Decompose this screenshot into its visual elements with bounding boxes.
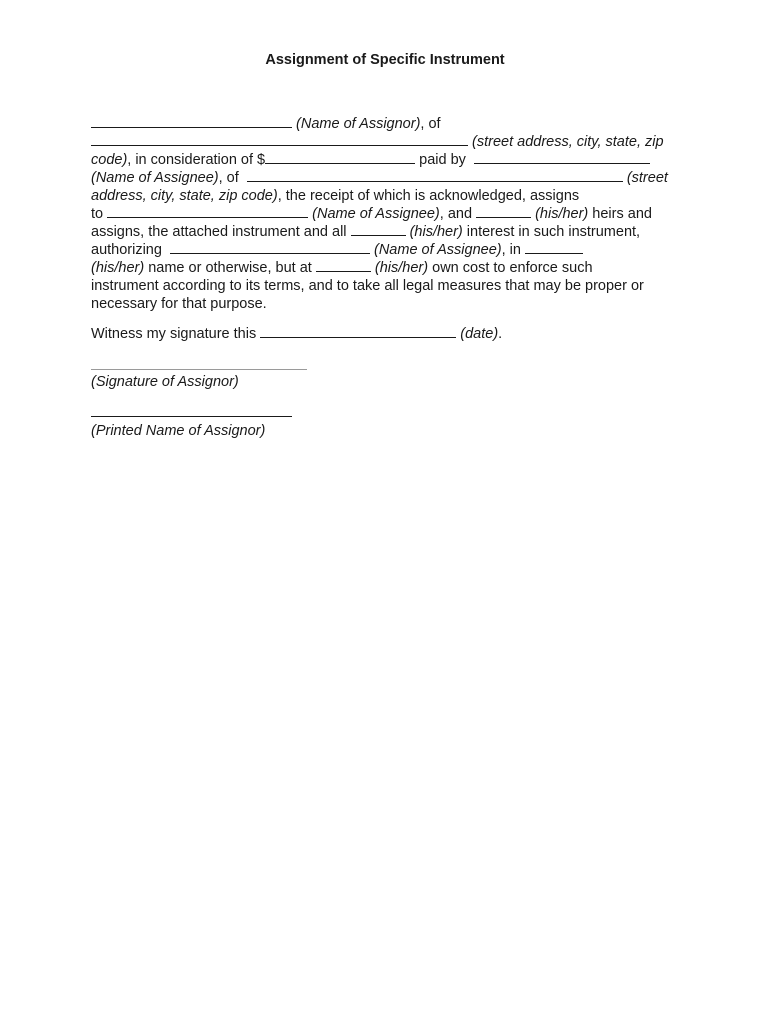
text-segment: assigns, the attached instrument and all: [91, 224, 347, 240]
assignee-name-blank[interactable]: [170, 241, 370, 254]
assignor-address-hint: (street address, city, state, zip: [472, 134, 664, 150]
body-line-5: [91, 187, 579, 205]
assignor-address-hint-cont: code): [91, 152, 128, 168]
text-segment: , the receipt of which is acknowledged, assigns: [277, 188, 580, 204]
text-segment: name or otherwise, but at: [148, 260, 312, 276]
body-line-4: [91, 169, 668, 187]
body-line-7: [91, 223, 640, 241]
text-segment: , of: [218, 170, 239, 186]
text-segment: , in consideration of $: [127, 152, 266, 168]
body-line-1: [91, 115, 441, 133]
text-segment: to: [91, 206, 104, 222]
text-segment: own cost to enforce such: [432, 260, 593, 276]
signature-line[interactable]: [91, 369, 307, 370]
witness-text: Witness my signature this: [91, 326, 257, 342]
assignee-name-blank[interactable]: [107, 205, 308, 218]
body-line-6: [91, 205, 652, 223]
pronoun-blank[interactable]: [525, 241, 583, 254]
pronoun-blank[interactable]: [316, 259, 371, 272]
assignee-name-hint: (Name of Assignee): [91, 170, 219, 186]
document-title: Assignment of Specific Instrument: [265, 52, 505, 68]
body-line-2: [91, 133, 664, 151]
assignee-address-hint-cont: address, city, state, zip code): [91, 188, 278, 204]
consideration-amount-blank[interactable]: [265, 151, 415, 164]
assignee-name-hint: (Name of Assignee): [312, 206, 440, 222]
printed-name-line[interactable]: [91, 416, 292, 417]
text-segment: , and: [439, 206, 473, 222]
body-line-8: [91, 241, 583, 259]
body-line-11: necessary for that purpose.: [91, 296, 267, 312]
witness-line: [91, 325, 502, 343]
text-segment: , in: [501, 242, 521, 258]
assignee-address-blank[interactable]: [247, 169, 623, 182]
pronoun-hint: (his/her): [91, 260, 145, 276]
text-segment: interest in such instrument,: [466, 224, 641, 240]
body-line-3: [91, 151, 650, 169]
pronoun-blank[interactable]: [351, 223, 406, 236]
body-line-9: [91, 259, 593, 277]
text-segment: .: [498, 326, 503, 342]
assignor-name-blank[interactable]: [91, 115, 292, 128]
date-hint: (date): [460, 326, 499, 342]
text-segment: paid by: [419, 152, 466, 168]
pronoun-blank[interactable]: [476, 205, 531, 218]
assignee-name-hint: (Name of Assignee): [374, 242, 502, 258]
pronoun-hint: (his/her): [535, 206, 589, 222]
pronoun-hint: (his/her): [409, 224, 463, 240]
body-line-10: instrument according to its terms, and to take all legal measures that may be proper or: [91, 278, 644, 294]
text-segment: , of: [420, 116, 441, 132]
text-segment: heirs and: [592, 206, 652, 222]
payer-name-blank[interactable]: [474, 151, 650, 164]
pronoun-hint: (his/her): [374, 260, 429, 276]
text-segment: authorizing: [91, 242, 162, 258]
signature-label: (Signature of Assignor): [91, 374, 239, 390]
assignee-address-hint: (street: [626, 170, 668, 186]
assignor-address-blank[interactable]: [91, 133, 468, 146]
assignor-name-hint: (Name of Assignor): [296, 116, 421, 132]
printed-name-label: (Printed Name of Assignor): [91, 423, 266, 439]
witness-date-blank[interactable]: [260, 325, 456, 338]
